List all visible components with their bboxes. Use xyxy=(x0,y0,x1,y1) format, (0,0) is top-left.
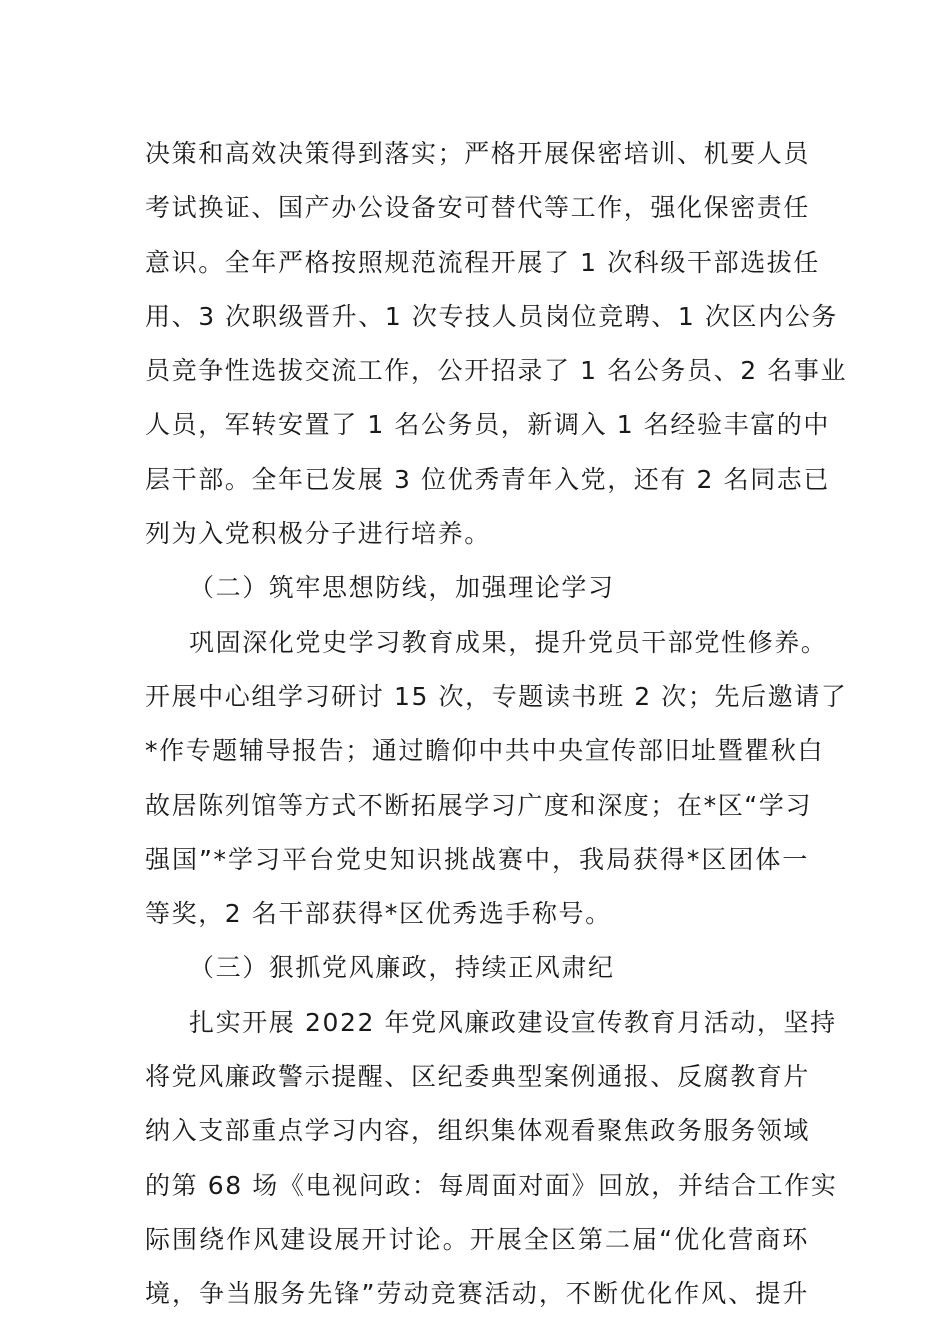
body-text-line: 列为入党积极分子进行培养。 xyxy=(145,519,491,549)
body-text-line: 际围绕作风建设展开讨论。开展全区第二届“优化营商环 xyxy=(145,1224,809,1254)
body-text-line: 决策和高效决策得到落实；严格开展保密培训、机要人员 xyxy=(145,139,811,168)
section-heading: （二）筑牢思想防线，加强理论学习 xyxy=(189,573,615,603)
body-text-line: 用、3 次职级晋升、1 次专技人员岗位竞聘、1 次区内公务 xyxy=(145,301,838,331)
body-text-line: 故居陈列馆等方式不断拓展学习广度和深度；在*区“学习 xyxy=(145,790,813,820)
body-text-line: 扎实开展 2022 年党风廉政建设宣传教育月活动，坚持 xyxy=(189,1007,837,1037)
body-text-line: 开展中心组学习研讨 15 次，专题读书班 2 次；先后邀请了 xyxy=(145,681,848,711)
body-text-line: 人员，军转安置了 1 名公务员，新调入 1 名经验丰富的中 xyxy=(145,410,831,440)
body-text-line: 将党风廉政警示提醒、区纪委典型案例通报、反腐教育片 xyxy=(145,1062,811,1092)
body-text-line: 巩固深化党史学习教育成果，提升党员干部党性修养。 xyxy=(189,627,828,657)
body-text-line: 强国”*学习平台党史知识挑战赛中，我局获得*区团体一 xyxy=(145,844,809,874)
body-text-line: *作专题辅导报告；通过瞻仰中共中央宣传部旧址暨瞿秋白 xyxy=(145,736,825,766)
body-text-line: 员竞争性选拔交流工作，公开招录了 1 名公务员、2 名事业 xyxy=(145,356,848,386)
document-body xyxy=(145,127,848,1322)
body-text-line: 的第 68 场《电视问政：每周面对面》回放，并结合工作实 xyxy=(145,1170,838,1200)
body-text-line: 意识。全年严格按照规范流程开展了 1 次科级干部选拔任 xyxy=(145,247,821,277)
body-text-line: 纳入支部重点学习内容，组织集体观看聚焦政务服务领域 xyxy=(145,1116,811,1146)
body-text-line: 考试换证、国产办公设备安可替代等工作，强化保密责任 xyxy=(145,193,811,223)
body-text-line: 境，争当服务先锋”劳动竞赛活动，不断优化作风、提升 xyxy=(145,1279,809,1309)
section-heading: （三）狠抓党风廉政，持续正风肃纪 xyxy=(189,953,615,983)
body-text-line: 层干部。全年已发展 3 位优秀青年入党，还有 2 名同志已 xyxy=(145,464,831,494)
body-text-line: 等奖，2 名干部获得*区优秀选手称号。 xyxy=(145,899,612,929)
